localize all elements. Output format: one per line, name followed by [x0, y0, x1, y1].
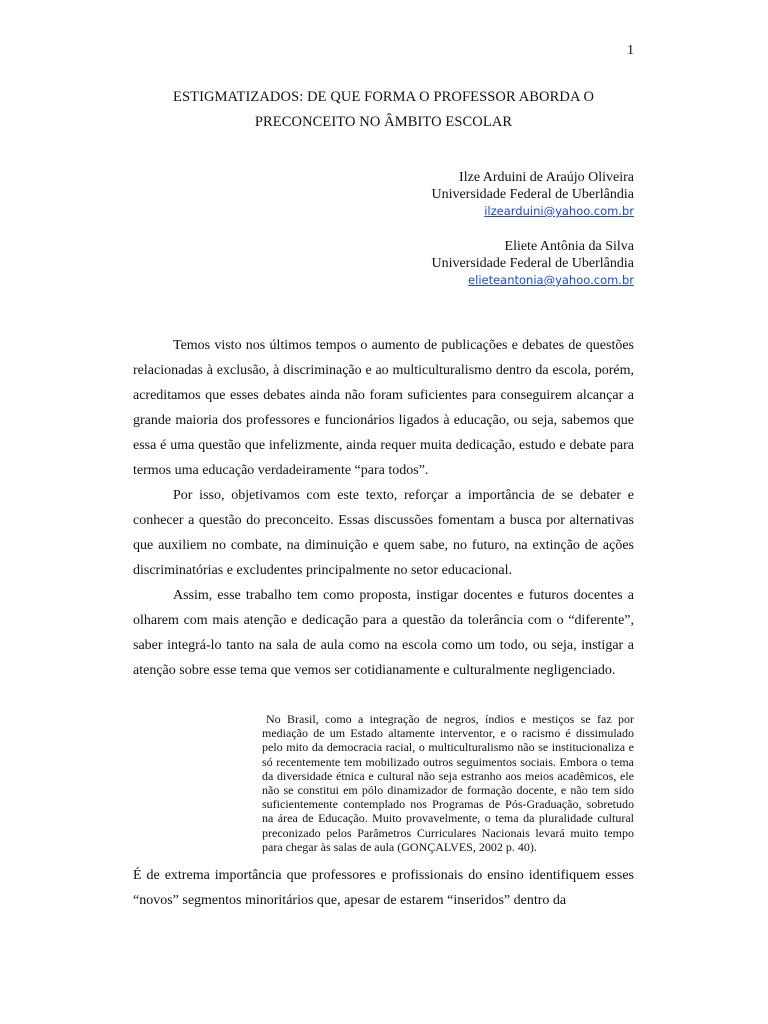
block-quote-text: No Brasil, como a integração de negros, índios e mestiços se faz por mediação de um Estado altamente interventor, e o racismo é dissimulado pelo mito da democracia racial, o multiculturalismo não se institucionaliza e só recentemente tem mobilizado outros seguimentos sociais. Embora o tema da diversidade étnica e cultural não seja estranho aos meios acadêmicos, ele não se constitui em pólo dinamizador de formação docente, e não tem sido suficientemente contemplado nos Programas de Pós-Graduação, sobretudo na área de Educação. Muito provavelmente, o tema da pluralidade cultural preconizado pelos Parâmetros Curriculares Nacionais levará muito tempo para chegar às salas de aula (GONÇALVES, 2002 p. 40).: [262, 712, 634, 854]
author-institution: Universidade Federal de Uberlândia: [431, 187, 634, 202]
page-number: 1: [627, 43, 634, 58]
author-name: Ilze Arduini de Araújo Oliveira: [459, 170, 634, 185]
author-email-link[interactable]: ilzearduini@yahoo.com.br: [484, 204, 634, 218]
author-email-link[interactable]: elieteantonia@yahoo.com.br: [468, 273, 634, 287]
title-line-1: ESTIGMATIZADOS: DE QUE FORMA O PROFESSOR ABORDA O: [172, 89, 595, 105]
body-section: [133, 333, 634, 683]
block-quote: [262, 712, 634, 854]
author-institution: Universidade Federal de Uberlândia: [431, 256, 634, 271]
body-paragraph: Assim, esse trabalho tem como proposta, instigar docentes e futuros docentes a olharem com mais atenção e dedicação para a questão da tolerância com o “diferente”, saber integrá-lo tanto na sala de aula como na escola como um todo, ou seja, instigar a atenção sobre esse tema que vemos ser cotidianamente e culturalmente negligenciado.: [133, 588, 634, 678]
body-paragraph: Por isso, objetivamos com este texto, reforçar a importância de se debater e conhecer a questão do preconceito. Essas discussões fomentam a busca por alternativas que auxiliem no combate, na diminuição e quem sabe, no futuro, na extinção de ações discriminatórias e excludentes principalmente no setor educacional.: [133, 488, 634, 578]
author-name: Eliete Antônia da Silva: [504, 239, 634, 254]
body-paragraph: Temos visto nos últimos tempos o aumento de publicações e debates de questões relacionadas à exclusão, à discriminação e ao multiculturalismo dentro da escola, porém, acreditamos que esses debates ainda não foram suficientes para conseguirem alcançar a grande maioria dos professores e funcionários ligados à educação, ou seja, sabemos que essa é uma questão que infelizmente, ainda requer muita dedicação, estudo e debate para termos uma educação verdadeiramente “para todos”.: [133, 338, 634, 478]
body-section-continued: [133, 863, 634, 913]
author-block-2: [300, 238, 634, 289]
body-paragraph: É de extrema importância que professores e profissionais do ensino identifiquem esses “novos” segmentos minoritários que, apesar de estarem “inseridos” dentro da: [133, 868, 634, 908]
document-title: [133, 85, 634, 135]
title-line-2: PRECONCEITO NO ÂMBITO ESCOLAR: [254, 114, 513, 130]
author-block-1: [300, 169, 634, 220]
